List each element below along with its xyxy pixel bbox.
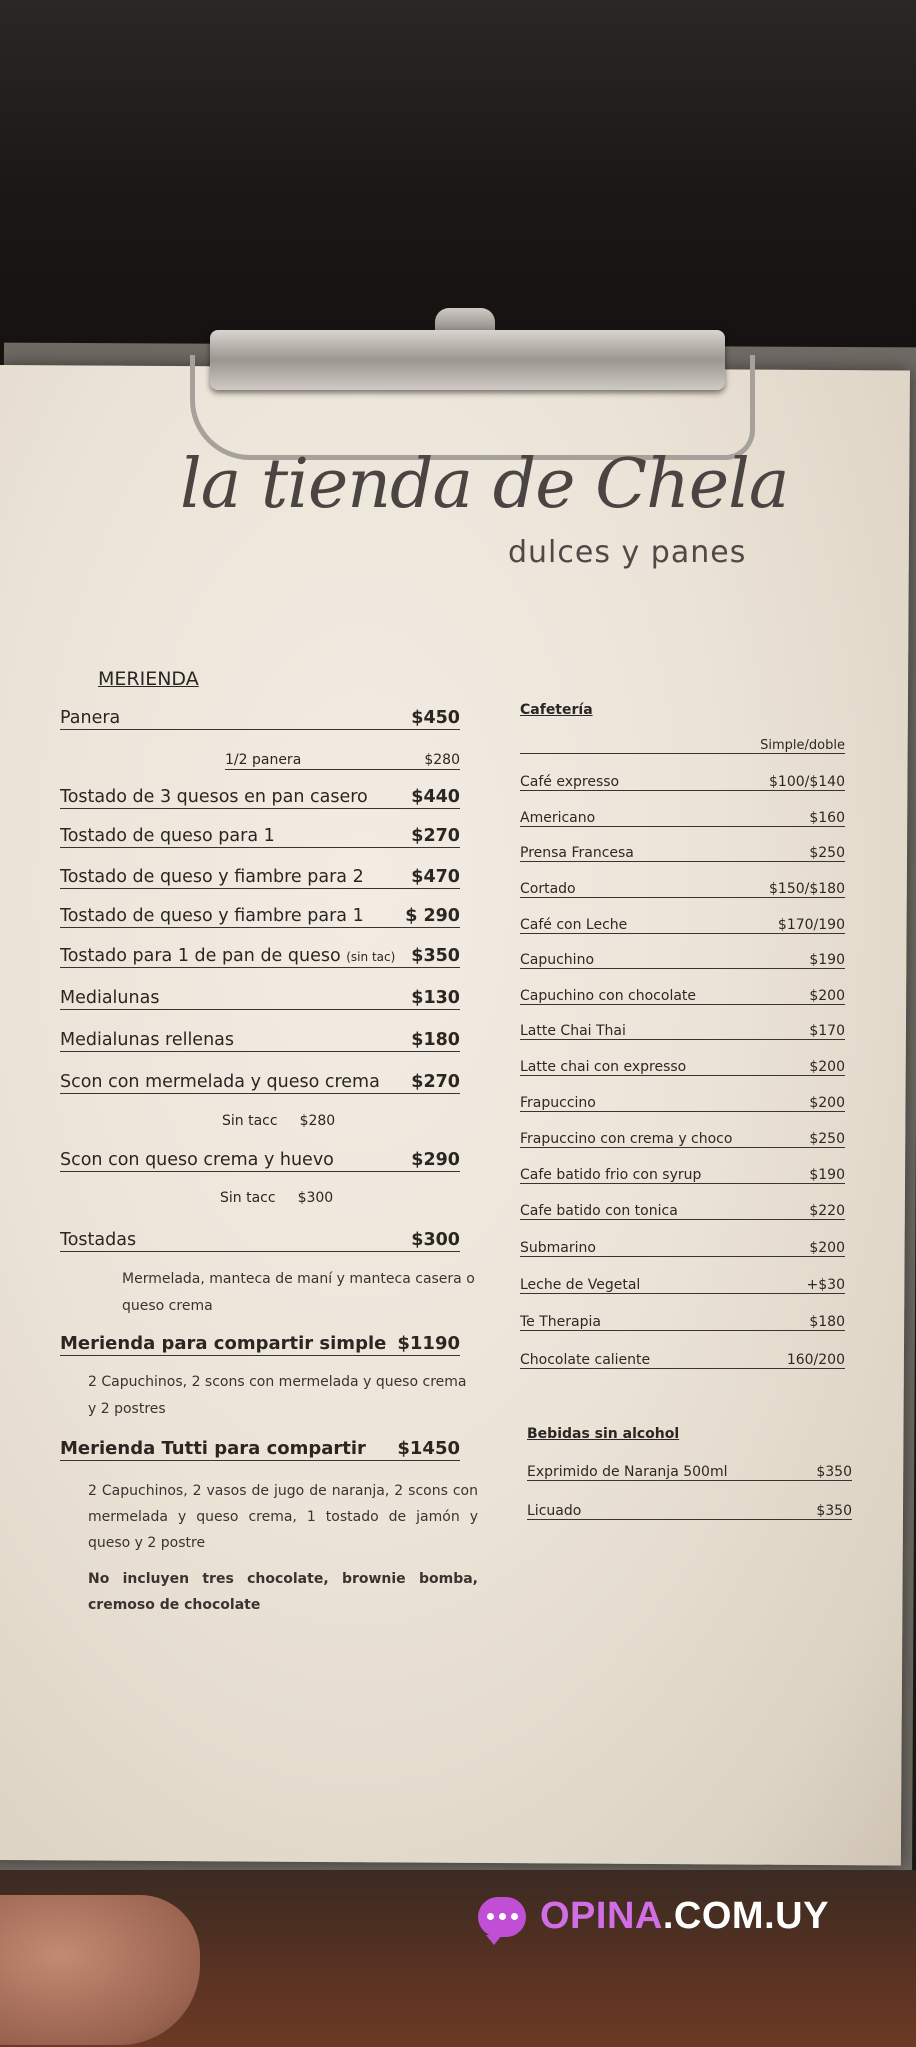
item-name: Frapuccino con crema y choco <box>520 1131 733 1147</box>
cafe-item <box>520 1167 845 1184</box>
menu-item <box>60 1150 460 1172</box>
item-name: Café con Leche <box>520 917 628 933</box>
item-name: Tostado de queso y fiambre para 2 <box>60 867 364 887</box>
menu-item <box>60 988 460 1010</box>
item-name: Cafe batido frio con syrup <box>520 1167 702 1183</box>
combo-name: Merienda Tutti para compartir <box>60 1438 366 1459</box>
merienda-heading: MERIENDA <box>98 668 199 690</box>
item-price: $350 <box>411 946 460 966</box>
item-name: Te Therapia <box>520 1314 601 1330</box>
item-name: Medialunas <box>60 988 160 1008</box>
no-incluyen-note: No incluyen tres chocolate, brownie bomba, cremoso de chocolate <box>88 1571 478 1613</box>
combo-price: $1450 <box>397 1438 460 1459</box>
cafe-item <box>520 1059 845 1076</box>
bebidas-heading: Bebidas sin alcohol <box>527 1426 680 1442</box>
watermark-text <box>540 1895 829 1938</box>
item-name-wrap <box>60 946 395 966</box>
item-price: $290 <box>411 1150 460 1170</box>
dot <box>499 1913 506 1920</box>
combo-simple-description: 2 Capuchinos, 2 scons con mermelada y queso crema y 2 postres <box>88 1374 467 1417</box>
item-price: $100/$140 <box>769 774 845 790</box>
item-price: $350 <box>816 1503 852 1519</box>
cafeteria-subheader <box>520 738 845 754</box>
item-price: $190 <box>809 952 845 968</box>
cafe-item <box>520 1095 845 1112</box>
item-price: $170 <box>809 1023 845 1039</box>
dot <box>487 1913 494 1920</box>
item-name: Latte Chai Thai <box>520 1023 626 1039</box>
cafe-item <box>520 1277 845 1294</box>
item-price: $450 <box>411 708 460 728</box>
item-name: Scon con queso crema y huevo <box>60 1150 334 1170</box>
cafe-item <box>520 1314 845 1331</box>
item-price: $150/$180 <box>769 881 845 897</box>
item-name: Cortado <box>520 881 576 897</box>
cafe-item <box>520 1203 845 1220</box>
item-price: $170/190 <box>777 917 845 933</box>
cafe-item <box>520 881 845 898</box>
background-top <box>0 0 916 360</box>
item-price: $300 <box>411 1230 460 1250</box>
item-name: Licuado <box>527 1503 582 1519</box>
bebida-item <box>527 1503 852 1520</box>
menu-item <box>60 1030 460 1052</box>
combo-tutti <box>60 1438 460 1461</box>
item-price: $350 <box>816 1464 852 1480</box>
item-name: Sin tacc <box>220 1190 276 1206</box>
item-price: $470 <box>411 867 460 887</box>
item-name: Prensa Francesa <box>520 845 634 861</box>
combo-price: $1190 <box>397 1333 460 1354</box>
menu-item-variant <box>220 1190 420 1207</box>
item-name: Medialunas rellenas <box>60 1030 235 1050</box>
watermark-part2: .COM.UY <box>662 1895 829 1937</box>
item-price: 160/200 <box>786 1352 845 1368</box>
item-name: Latte chai con expresso <box>520 1059 687 1075</box>
item-price: $250 <box>809 845 845 861</box>
item-price: $280 <box>299 1113 336 1129</box>
item-name: 1/2 panera <box>225 752 302 768</box>
item-name: Leche de Vegetal <box>520 1277 641 1293</box>
menu-item <box>60 1072 460 1094</box>
item-price: $440 <box>411 787 460 807</box>
cafe-item <box>520 952 845 969</box>
menu-paper <box>0 365 910 1866</box>
item-price: $200 <box>809 1095 845 1111</box>
item-name: Cafe batido con tonica <box>520 1203 678 1219</box>
combo-name: Merienda para compartir simple <box>60 1333 387 1354</box>
item-price: $200 <box>809 1059 845 1075</box>
item-price: $ 290 <box>405 906 460 926</box>
menu-item <box>60 946 460 968</box>
chat-bubble-icon <box>478 1897 526 1937</box>
item-name: Americano <box>520 810 596 826</box>
item-price: $200 <box>809 988 845 1004</box>
item-price: $130 <box>411 988 460 1008</box>
item-price: $160 <box>809 810 845 826</box>
cafe-item <box>520 1131 845 1148</box>
item-name: Tostado para 1 de pan de queso <box>60 946 341 966</box>
item-name: Panera <box>60 708 121 728</box>
logo-title: la tienda de Chela <box>180 445 789 524</box>
item-price: $300 <box>297 1190 334 1206</box>
logo-tagline: dulces y panes <box>508 535 747 570</box>
item-price: $190 <box>809 1167 845 1183</box>
menu-item <box>60 787 460 809</box>
item-name: Capuchino <box>520 952 595 968</box>
menu-item <box>60 1230 460 1252</box>
menu-item <box>60 708 460 730</box>
item-price: $220 <box>809 1203 845 1219</box>
dot <box>511 1913 518 1920</box>
item-price: $250 <box>809 1131 845 1147</box>
cafe-item <box>520 810 845 827</box>
item-name: Scon con mermelada y queso crema <box>60 1072 380 1092</box>
item-name: Tostadas <box>60 1230 137 1250</box>
item-price: $200 <box>809 1240 845 1256</box>
watermark-part1: OPINA <box>540 1895 663 1937</box>
cafe-item <box>520 1240 845 1257</box>
item-price: $180 <box>809 1314 845 1330</box>
combo-simple <box>60 1333 460 1356</box>
menu-item <box>60 867 460 889</box>
item-name: Tostado de 3 quesos en pan casero <box>60 787 368 807</box>
item-name: Exprimido de Naranja 500ml <box>527 1464 728 1480</box>
item-price: +$30 <box>806 1277 845 1293</box>
hand <box>0 1895 200 2045</box>
item-note: (sin tac) <box>346 950 396 964</box>
cafe-item <box>520 774 845 791</box>
cafe-item <box>520 988 845 1005</box>
combo-tutti-description: 2 Capuchinos, 2 vasos de jugo de naranja, 2 scons con mermelada y queso crema, 1 tostado de jamón y queso y 2 postre <box>88 1483 478 1551</box>
menu-item <box>60 826 460 848</box>
menu-item <box>225 752 460 770</box>
price-header: Simple/doble <box>760 738 845 753</box>
item-name: Sin tacc <box>222 1113 278 1129</box>
item-name: Café expresso <box>520 774 620 790</box>
cafe-item <box>520 1023 845 1040</box>
item-name: Submarino <box>520 1240 596 1256</box>
item-price: $270 <box>411 826 460 846</box>
item-name: Capuchino con chocolate <box>520 988 697 1004</box>
cafe-item <box>520 917 845 934</box>
item-price: $270 <box>411 1072 460 1092</box>
watermark <box>478 1895 829 1938</box>
bebida-item <box>527 1464 852 1481</box>
menu-item <box>60 906 460 928</box>
tostadas-description: Mermelada, manteca de maní y manteca casera o queso crema <box>122 1271 475 1314</box>
item-name: Chocolate caliente <box>520 1352 651 1368</box>
item-name: Frapuccino <box>520 1095 596 1111</box>
item-price: $280 <box>424 752 460 768</box>
menu-item-variant <box>222 1113 422 1130</box>
item-name: Tostado de queso y fiambre para 1 <box>60 906 364 926</box>
cafe-item <box>520 845 845 862</box>
clip-bar <box>210 330 725 390</box>
item-name: Tostado de queso para 1 <box>60 826 275 846</box>
cafe-item <box>520 1352 845 1369</box>
item-price: $180 <box>411 1030 460 1050</box>
cafeteria-heading: Cafetería <box>520 702 593 718</box>
